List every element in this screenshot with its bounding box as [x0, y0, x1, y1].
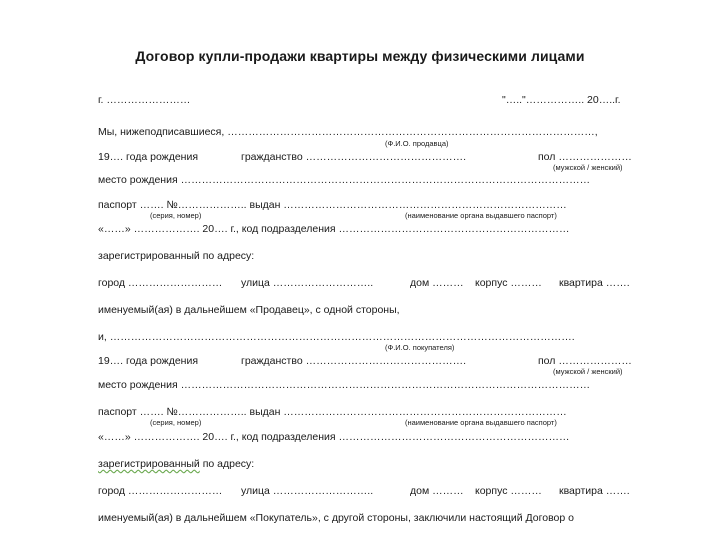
buyer-flat: квартира ……. — [559, 485, 630, 497]
seller-birth: 19…. года рождения — [98, 151, 199, 163]
buyer-issued: «……» ………………. 20…. г., код подразделения ………………………………………………………… — [98, 431, 570, 443]
buyer-building: корпус ……… — [475, 485, 542, 497]
seller-city: город ……………………… — [98, 277, 223, 289]
seller-street: улица ……………………….. — [241, 277, 374, 289]
buyer-house: дом ……… — [410, 485, 464, 497]
buyer-intro: и, ……………………………………………………………………………………………………………………. — [98, 331, 575, 343]
buyer-city: город ……………………… — [98, 485, 223, 497]
buyer-registered-word: зарегистрированный — [98, 458, 200, 470]
seller-gender-hint: (мужской / женский) — [553, 163, 623, 172]
buyer-citizenship: гражданство ………………………………………. — [241, 355, 466, 367]
buyer-issuer-hint: (наименование органа выдавшего паспорт) — [405, 418, 557, 427]
seller-gender: пол ………………… — [538, 151, 632, 163]
buyer-registered — [98, 458, 254, 470]
buyer-series-hint: (серия, номер) — [150, 418, 202, 427]
seller-house: дом ……… — [410, 277, 464, 289]
buyer-birth: 19…. года рождения — [98, 355, 199, 367]
seller-fio-hint: (Ф.И.О. продавца) — [385, 139, 449, 148]
seller-flat: квартира ……. — [559, 277, 630, 289]
buyer-gender-hint: (мужской / женский) — [553, 367, 623, 376]
seller-named: именуемый(ая) в дальнейшем «Продавец», с одной стороны, — [98, 304, 400, 316]
buyer-registered-line — [98, 458, 644, 471]
buyer-gender: пол ………………… — [538, 355, 632, 367]
seller-issuer-hint: (наименование органа выдавшего паспорт) — [405, 211, 557, 220]
document-title: Договор купли-продажи квартиры между физическими лицами — [135, 48, 585, 64]
buyer-fio-hint: (Ф.И.О. покупателя) — [385, 343, 455, 352]
seller-registered: зарегистрированный по адресу: — [98, 250, 255, 262]
buyer-passport: паспорт ……. №……………….. выдан ……………………………………………………………………… — [98, 406, 567, 418]
seller-passport: паспорт ……. №……………….. выдан ……………………………………………………………………… — [98, 199, 567, 211]
buyer-registered-rest: по адресу: — [199, 458, 255, 470]
seller-birthplace: место рождения ……………………………………………………………………………………………………… — [98, 174, 591, 186]
buyer-street: улица ……………………….. — [241, 485, 374, 497]
date-field: "….."…………….. 20…..г. — [502, 94, 621, 106]
buyer-birthplace: место рождения ……………………………………………………………………………………………………… — [98, 379, 591, 391]
place-field: г. …………………… — [98, 94, 191, 106]
seller-series-hint: (серия, номер) — [150, 211, 202, 220]
seller-citizenship: гражданство ………………………………………. — [241, 151, 466, 163]
buyer-named: именуемый(ая) в дальнейшем «Покупатель», с другой стороны, заключили настоящий Договор о — [98, 512, 574, 524]
seller-intro: Мы, нижеподписавшиеся, ……………………………………………………………………………………………, — [98, 126, 598, 138]
seller-issued: «……» ………………. 20…. г., код подразделения ………………………………………………………… — [98, 223, 570, 235]
seller-building: корпус ……… — [475, 277, 542, 289]
